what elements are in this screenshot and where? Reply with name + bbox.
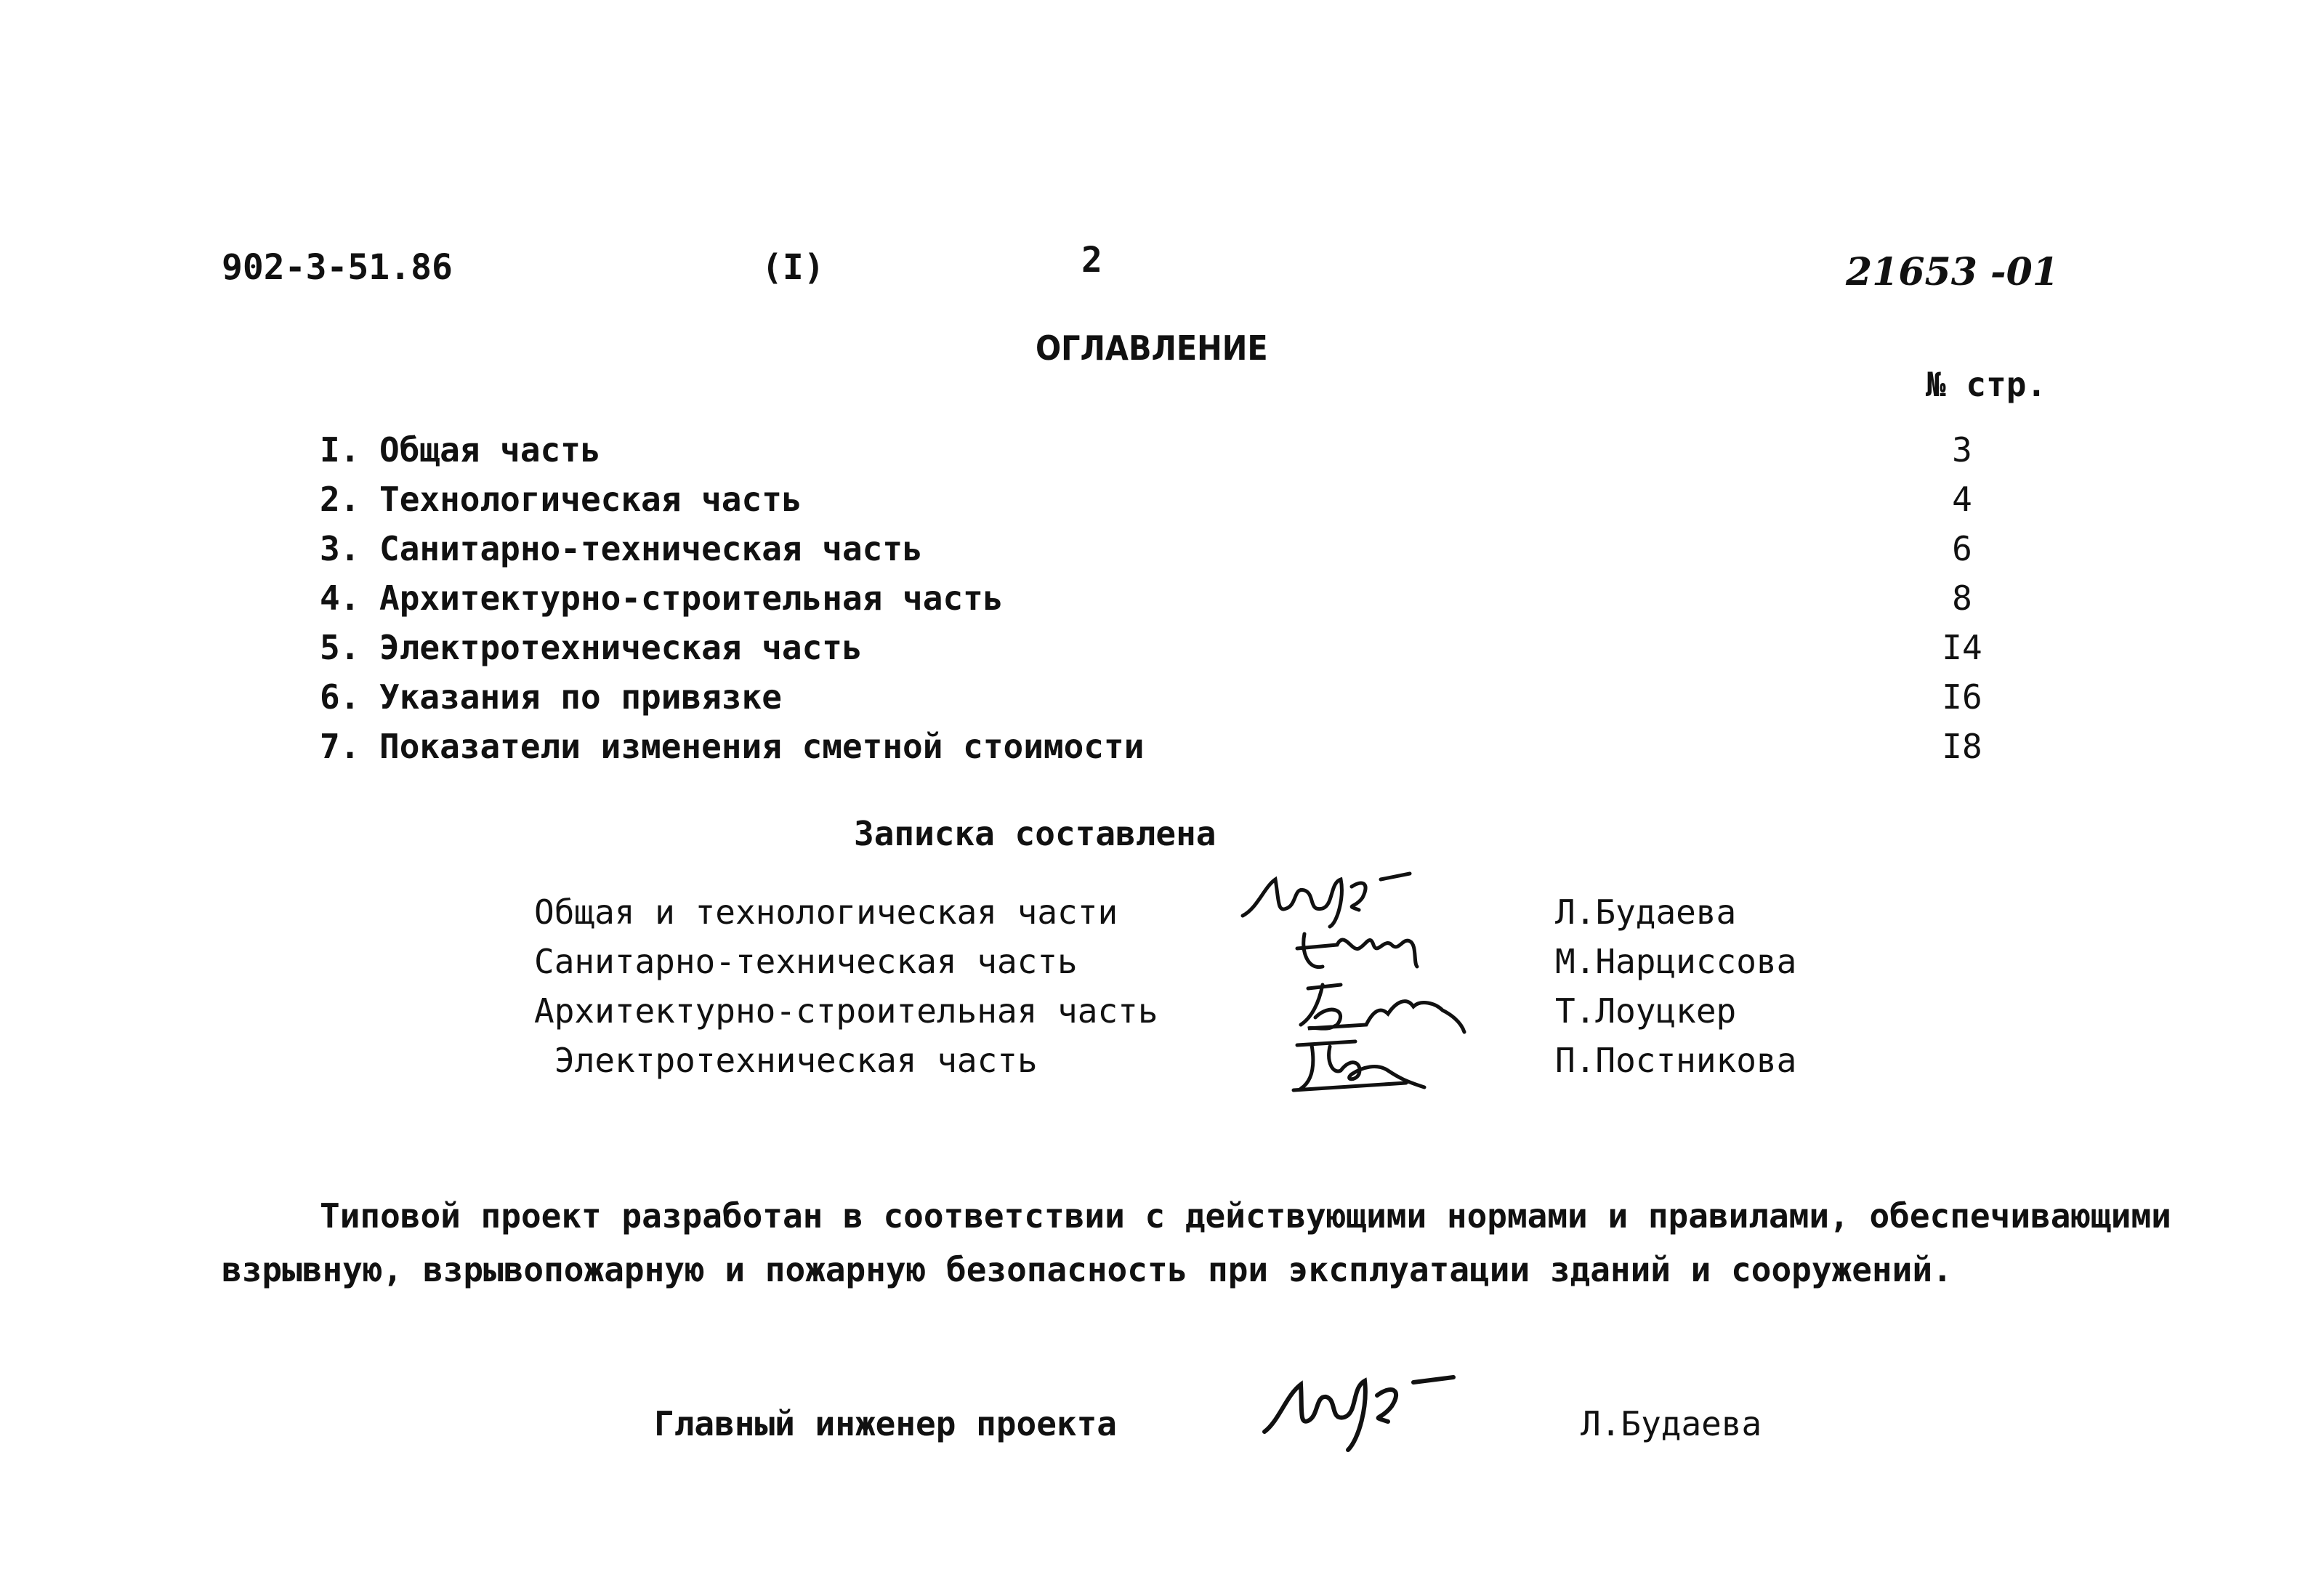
toc-item-page: 8 xyxy=(1952,579,1972,618)
compliance-statement-line-1: Типовой проект разработан в соответствии с действующими нормами и правилами, обеспечивающими xyxy=(320,1196,2171,1236)
author-name: Т.Лоуцкер xyxy=(1555,991,1737,1031)
page-number: 2 xyxy=(1081,240,1102,281)
author-row xyxy=(0,991,2300,1041)
author-part: Общая и технологическая части xyxy=(534,892,1118,932)
toc-item-number: 2. xyxy=(320,480,360,519)
authors-heading: Записка составлена xyxy=(854,814,1216,853)
toc-page-column-label: № стр. xyxy=(1926,365,2047,404)
toc-item-label: Санитарно-техническая часть xyxy=(379,529,923,568)
volume-number: (I) xyxy=(762,247,825,288)
toc-item-label: Общая часть xyxy=(379,430,601,469)
toc-item-page: 6 xyxy=(1952,529,1972,568)
toc-row xyxy=(0,727,2300,776)
toc-title: ОГЛАВЛЕНИЕ xyxy=(1036,329,1268,368)
toc-row xyxy=(0,579,2300,628)
toc-row xyxy=(0,529,2300,579)
toc-item-page: I8 xyxy=(1942,727,1982,766)
toc-item-number: 4. xyxy=(320,579,360,618)
author-row xyxy=(0,1041,2300,1090)
chief-engineer-title: Главный инженер проекта xyxy=(654,1404,1117,1443)
toc-item-number: 7. xyxy=(320,727,360,766)
toc-item-label: Архитектурно-строительная часть xyxy=(379,579,1004,618)
author-row xyxy=(0,942,2300,991)
toc-item-number: 5. xyxy=(320,628,360,667)
author-part: Архитектурно-строительная часть xyxy=(534,991,1158,1031)
signature-postnikova xyxy=(1290,1031,1435,1096)
toc-row xyxy=(0,628,2300,677)
toc-item-page: I6 xyxy=(1942,677,1982,717)
signature-budaeva xyxy=(1235,865,1424,930)
author-row xyxy=(0,892,2300,942)
toc-item-label: Технологическая часть xyxy=(379,480,802,519)
toc-item-number: 3. xyxy=(320,529,360,568)
author-part: Электротехническая часть xyxy=(554,1041,1038,1080)
signature-loutsker xyxy=(1286,974,1475,1039)
author-part: Санитарно-техническая часть xyxy=(534,942,1078,981)
toc-item-label: Показатели изменения сметной стоимости xyxy=(379,727,1145,766)
document-code: 902-3-51.86 xyxy=(222,247,453,288)
author-name: Л.Будаева xyxy=(1555,892,1737,932)
author-name: М.Нарциссова xyxy=(1555,942,1797,981)
toc-row xyxy=(0,677,2300,727)
toc-item-page: 4 xyxy=(1952,480,1972,519)
signature-chief-engineer xyxy=(1250,1352,1468,1461)
compliance-statement-line-2: взрывную, взрывопожарную и пожарную безопасность при эксплуатации зданий и сооружений. xyxy=(222,1250,1953,1289)
inventory-number: 21653 -01 xyxy=(1846,250,2059,294)
toc-item-number: 6. xyxy=(320,677,360,717)
toc-item-label: Электротехническая часть xyxy=(379,628,863,667)
author-name: П.Постникова xyxy=(1555,1041,1797,1080)
chief-engineer-name: Л.Будаева xyxy=(1581,1404,1762,1443)
signature-nartsissova xyxy=(1294,923,1424,981)
toc-item-page: I4 xyxy=(1942,628,1982,667)
toc-row xyxy=(0,480,2300,529)
toc-item-label: Указания по привязке xyxy=(379,677,782,717)
toc-item-number: I. xyxy=(320,430,360,469)
toc-item-page: 3 xyxy=(1952,430,1972,469)
toc-row xyxy=(0,430,2300,480)
